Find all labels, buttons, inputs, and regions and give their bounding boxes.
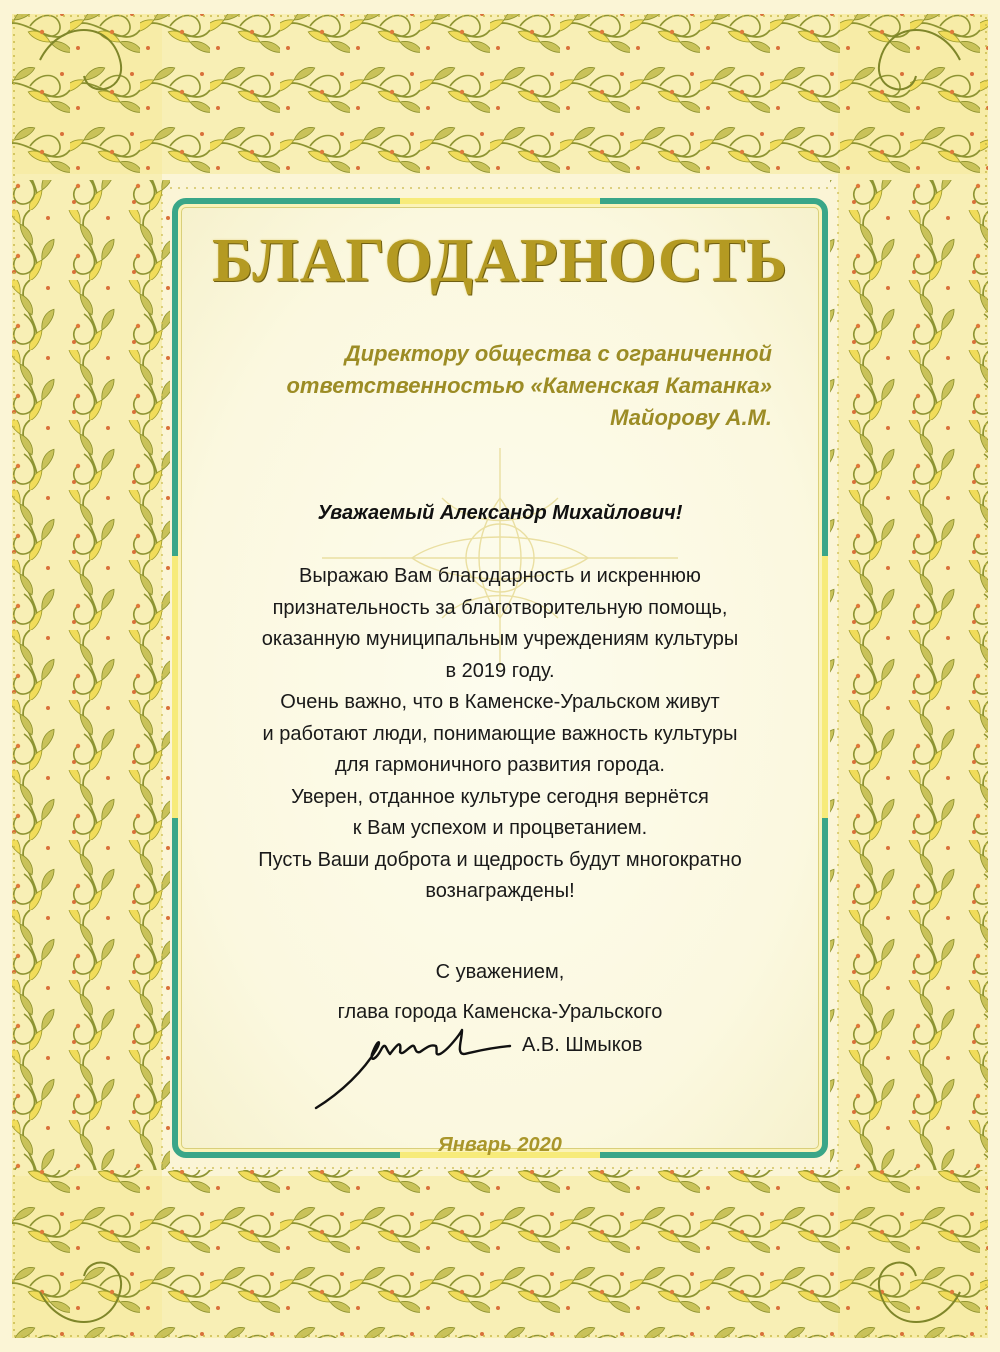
body-line: к Вам успехом и процветанием. (352, 817, 648, 839)
body-line: Уверен, отданное культуре сегодня вернётся (291, 785, 709, 808)
recipient-line: ответственностью «Каменская Катанка» (286, 373, 772, 398)
frame-accent (400, 198, 600, 204)
certificate-title: БЛАГОДАРНОСТЬ (211, 227, 789, 295)
body-line: Выражаю Вам благодарность и искреннюю (299, 565, 701, 587)
body-line: для гармоничного развития города. (335, 754, 665, 776)
signer-name: А.В. Шмыков (522, 1034, 643, 1056)
body-text (172, 561, 828, 908)
recipient-block (252, 338, 772, 434)
handwritten-signature (312, 1026, 512, 1112)
closing-block (172, 952, 828, 1032)
signer-position: глава города Каменска-Уральского (337, 1001, 663, 1023)
issue-date: Январь 2020 (438, 1134, 562, 1156)
recipient-line: Майорову А.М. (610, 405, 772, 430)
body-line: вознаграждены! (425, 880, 575, 902)
body-line: в 2019 году. (445, 659, 555, 682)
recipient-line: Директору общества с ограниченной (344, 341, 772, 366)
body-line: оказанную муниципальным учреждениям культуры (261, 628, 739, 650)
body-line: и работают люди, понимающие важность культуры (262, 722, 738, 745)
greeting: Уважаемый Александр Михайлович! (317, 502, 683, 524)
body-line: Пусть Ваши доброта и щедрость будут многократно (258, 848, 742, 871)
body-line: признательность за благотворительную помощь, (272, 596, 728, 619)
closing-regards: С уважением, (435, 961, 565, 983)
body-line: Очень важно, что в Каменске-Уральском живут (280, 691, 720, 713)
